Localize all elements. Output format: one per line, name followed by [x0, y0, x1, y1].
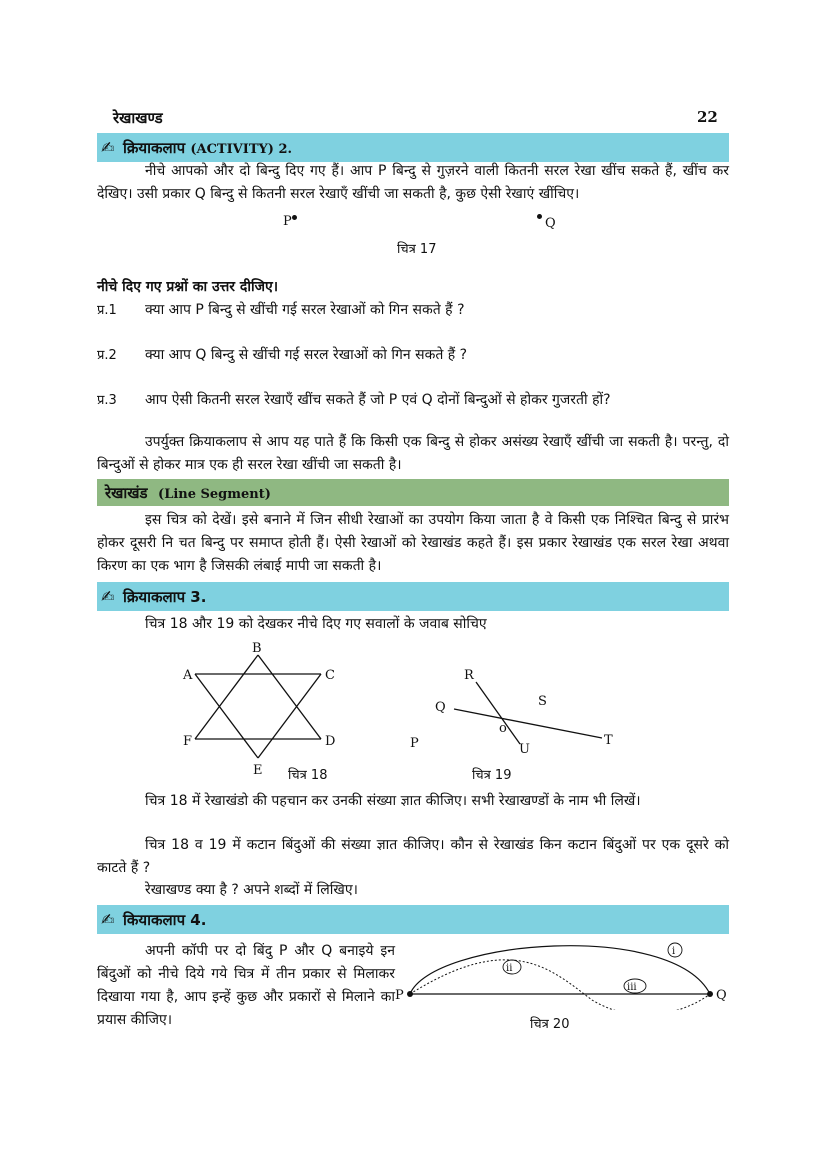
- fig19-label-t: T: [604, 733, 613, 748]
- question-3-text: आप ऐसी कितनी सरल रेखाएँ खींच सकते हैं जो P एवं Q दोनों बिन्दुओं से होकर गुजरती हों?: [145, 392, 611, 408]
- fig18-label-c: C: [325, 668, 335, 683]
- line-segment-title: रेखाखंड (Line Segment): [105, 483, 271, 502]
- fig18-label-f: F: [183, 734, 193, 749]
- fig19-label-r: R: [464, 668, 474, 683]
- figure-20-curves: [392, 930, 737, 1010]
- activity-3-para-3: रेखाखण्ड क्या है ? अपने शब्दों में लिखिए।: [145, 882, 358, 898]
- pencil-icon: ✍: [101, 138, 115, 157]
- line-segment-heading-bar: [97, 479, 729, 506]
- question-1-text: क्या आप P बिन्दु से खींची गई सरल रेखाओं को गिन सकते हैं ?: [145, 302, 465, 318]
- question-1-number: प्र.1: [97, 303, 117, 318]
- pencil-icon: ✍: [101, 910, 115, 929]
- figure-18-caption: चित्र 18: [288, 768, 328, 783]
- fig17-point-p-dot: [292, 215, 297, 220]
- pencil-icon: ✍: [101, 587, 115, 606]
- fig17-point-p-label: P: [283, 214, 292, 229]
- figure-17-caption: चित्र 17: [397, 242, 437, 257]
- activity-3-intro: चित्र 18 और 19 को देखकर नीचे दिए गए सवालों के जवाब सोचिए: [145, 616, 487, 632]
- figure-19-intersecting-lines: [400, 660, 630, 760]
- fig20-label-i: i: [672, 946, 676, 957]
- activity-3-para-1: चित्र 18 में रेखाखंडो की पहचान कर उनकी संख्या ज्ञात कीजिए। सभी रेखाखण्डों के नाम भी लिखें।: [145, 793, 641, 809]
- fig18-edge-ce: [258, 674, 321, 758]
- question-2-text: क्या आप Q बिन्दु से खींची गई सरल रेखाओं को गिन सकते हैं ?: [145, 347, 468, 363]
- fig18-edge-bf: [195, 655, 258, 739]
- fig19-label-u: U: [519, 742, 530, 757]
- activity-2-title: क्रियाकलाप (ACTIVITY) 2.: [123, 138, 293, 157]
- page-number: 22: [697, 108, 718, 126]
- activity-2-heading-bar: [97, 133, 729, 162]
- figure-20-caption: चित्र 20: [530, 1017, 570, 1032]
- activity-3-para-2: चित्र 18 व 19 में कटान बिंदुओं की संख्या ज्ञात कीजिए। कौन से रेखाखंड किन कटान बिंदुओं पर एक दूसरे को काटते हैं ?: [97, 837, 729, 876]
- fig18-label-b: B: [252, 641, 262, 656]
- fig20-point-q-dot: [707, 991, 713, 997]
- fig19-segment-qt: [454, 709, 602, 738]
- fig20-label-p: P: [395, 988, 404, 1003]
- question-3-number: प्र.3: [97, 393, 117, 408]
- fig19-label-o: o: [499, 721, 507, 736]
- activity-3-title: क्रियाकलाप 3.: [123, 587, 207, 606]
- activity-4-paragraph: अपनी कॉपी पर दो बिंदु P और Q बनाइये इन बिंदुओं को नीचे दिये गये चित्र में तीन प्रकार से मिलाकर दिखाया गया है, आप इन्हें कुछ और प्रकारों से मिलाने का प्रयास कीजिए।: [97, 943, 395, 1028]
- figure-18-hexagram: [175, 635, 345, 780]
- activity-2-paragraph: नीचे आपको और दो बिन्दु दिए गए हैं। आप P बिन्दु से गुज़रने वाली कितनी सरल रेखा खींच सकते हैं, खींच कर देखिए। उसी प्रकार Q बिन्दु से कितनी सरल रेखाएँ खींची जा सकती है, कुछ ऐसी रेखाएं खींचिए।: [97, 163, 729, 202]
- activity-3-heading-bar: [97, 582, 729, 611]
- fig20-curve-ii: [410, 960, 710, 1010]
- fig20-point-p-dot: [407, 991, 413, 997]
- fig18-edge-ae: [195, 674, 258, 758]
- fig18-label-e: E: [253, 763, 263, 778]
- fig19-label-q: Q: [435, 700, 446, 715]
- fig18-edge-bd: [258, 655, 321, 739]
- figure-19-caption: चित्र 19: [472, 768, 512, 783]
- running-header-title: रेखाखण्ड: [113, 109, 163, 127]
- fig20-curve-i: [410, 946, 710, 994]
- fig20-label-ii: ii: [506, 963, 513, 974]
- question-3: [97, 390, 737, 409]
- line-segment-paragraph: इस चित्र को देखें। इसे बनाने में जिन सीधी रेखाओं का उपयोग किया जाता है वे किसी एक निश्चित बिन्दु से प्रारंभ होकर दूसरी नि चत बिन्दु पर समाप्त होती हैं। ऐसी रेखाओं को रेखाखंड कहते हैं। इस प्रकार रेखाखंड एक सरल रेखा अथवा किरण का एक भाग है जिसकी लंबाई मापी जा सकती है।: [97, 512, 729, 574]
- questions-heading: नीचे दिए गए प्रश्नों का उत्तर दीजिए।: [97, 279, 279, 295]
- question-2: [97, 345, 737, 364]
- fig17-point-q-label: Q: [545, 216, 556, 231]
- fig20-label-q: Q: [716, 988, 727, 1003]
- activity-4-title: कियाकलाप 4.: [123, 910, 207, 929]
- fig19-label-p: P: [410, 736, 419, 751]
- fig17-point-q-dot: [537, 214, 542, 219]
- fig19-segment-ru: [476, 682, 520, 744]
- fig19-label-s: S: [538, 694, 547, 709]
- conclusion-paragraph: उपर्युक्त क्रियाकलाप से आप यह पाते हैं कि किसी एक बिन्दु से होकर असंख्य रेखाएँ खींची जा सकती है। परन्तु, दो बिन्दुओं से होकर मात्र एक ही सरल रेखा खींची जा सकती है।: [97, 434, 729, 473]
- fig18-label-d: D: [325, 734, 336, 749]
- question-1: [97, 300, 737, 319]
- question-2-number: प्र.2: [97, 348, 117, 363]
- fig20-label-iii: iii: [627, 982, 637, 993]
- fig18-label-a: A: [183, 668, 193, 683]
